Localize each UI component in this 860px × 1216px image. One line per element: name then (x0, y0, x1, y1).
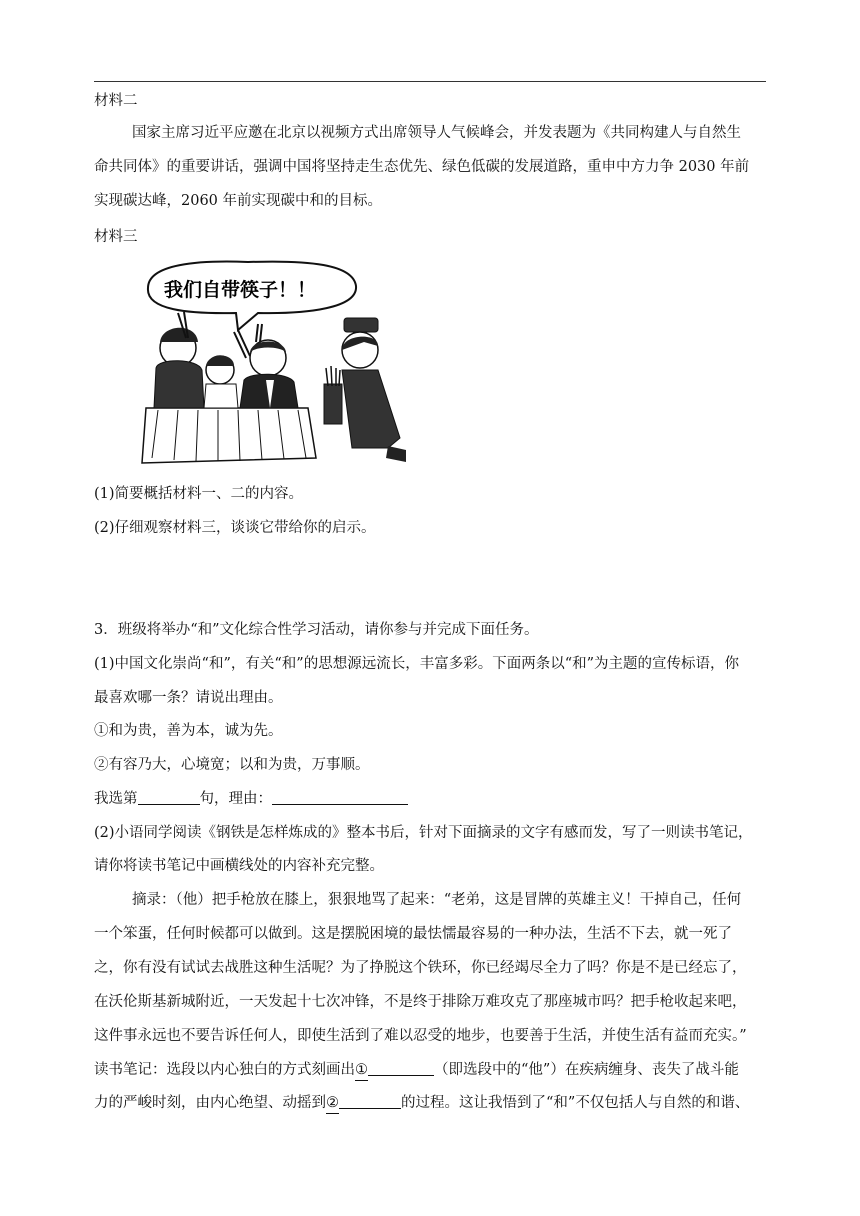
note-text-a: 读书笔记：选段以内心独白的方式刻画出 (94, 1062, 355, 1078)
blank-marker-2: ② (326, 1093, 339, 1114)
blank-marker-1: ① (355, 1060, 368, 1081)
excerpt-line-1: 摘录：（他）把手枪放在膝上，狠狠地骂了起来：“老弟，这是冒牌的英雄主义！干掉自己，任何 (132, 892, 742, 908)
answer-choice-line (94, 789, 408, 809)
reading-note-line-1 (94, 1060, 739, 1081)
question-1: (1)简要概括材料一、二的内容。 (94, 486, 304, 502)
material3-heading: 材料三 (94, 229, 138, 245)
excerpt-line-2: 一个笨蛋，任何时候都可以做到。这是摆脱困境的最怯懦最容易的一种办法，生活不下去，就一死了 (94, 926, 732, 942)
question-2: (2)仔细观察材料三，谈谈它带给你的启示。 (94, 520, 376, 536)
material2-line-1: 国家主席习近平应邀在北京以视频方式出席领导人气候峰会，并发表题为《共同构建人与自然生 (132, 125, 741, 141)
note-text-c: 力的严峻时刻，由内心绝望、动摇到 (94, 1095, 326, 1111)
note-text-d: 的过程。这让我悟到了“和”不仅包括人与自然的和谐、 (401, 1095, 750, 1111)
note-text-b: （即选段中的“他”）在疾病缠身、丧失了战斗能 (434, 1062, 739, 1078)
note-blank-2[interactable] (339, 1093, 401, 1109)
excerpt-line-4: 在沃伦斯基新城附近，一天发起十七次冲锋，不是终于排除万难攻克了那座城市吗？把手枪收起来吧， (94, 994, 747, 1010)
material2-line-2: 命共同体》的重要讲话，强调中国将坚持走生态优先、绿色低碳的发展道路，重申中方力争 2030 年前 (94, 159, 750, 175)
slogan-option-1: ①和为贵，善为本，诚为先。 (94, 723, 283, 739)
choice-mid: 句，理由： (199, 791, 272, 807)
material2-line-3: 实现碳达峰，2060 年前实现碳中和的目标。 (94, 193, 383, 209)
task3-part1-line1: (1)中国文化崇尚“和”，有关“和”的思想源远流长，丰富多彩。下面两条以“和”为主题的宣传标语，你 (94, 656, 740, 672)
task3-title: 3．班级将举办“和”文化综合性学习活动，请你参与并完成下面任务。 (94, 622, 539, 638)
speech-bubble-text: 我们自带筷子！！ (164, 279, 317, 301)
note-blank-1[interactable] (368, 1060, 434, 1076)
task3-part1-line2: 最喜欢哪一条？请说出理由。 (94, 690, 283, 706)
choice-blank[interactable] (138, 789, 200, 805)
reason-blank[interactable] (272, 789, 408, 805)
material2-heading: 材料二 (94, 93, 138, 109)
excerpt-line-3: 之，你有没有试试去战胜这种生活呢？为了挣脱这个铁环，你已经竭尽全力了吗？你是不是已经忘了， (94, 960, 747, 976)
task3-part2-line1: (2)小语同学阅读《钢铁是怎样炼成的》整本书后，针对下面摘录的文字有感而发，写了一则读书笔记， (94, 825, 753, 841)
task3-part2-line2: 请你将读书笔记中画横线处的内容补充完整。 (94, 858, 384, 874)
top-divider (94, 81, 766, 82)
cartoon-illustration (138, 258, 422, 470)
reading-note-line-2 (94, 1093, 749, 1114)
choice-prefix: 我选第 (94, 791, 138, 807)
excerpt-line-5: 这件事永远也不要告诉任何人，即使生活到了难以忍受的地步，也要善于生活，并使生活有益而充实。” (94, 1028, 747, 1044)
slogan-option-2: ②有容乃大，心境宽；以和为贵，万事顺。 (94, 757, 370, 773)
